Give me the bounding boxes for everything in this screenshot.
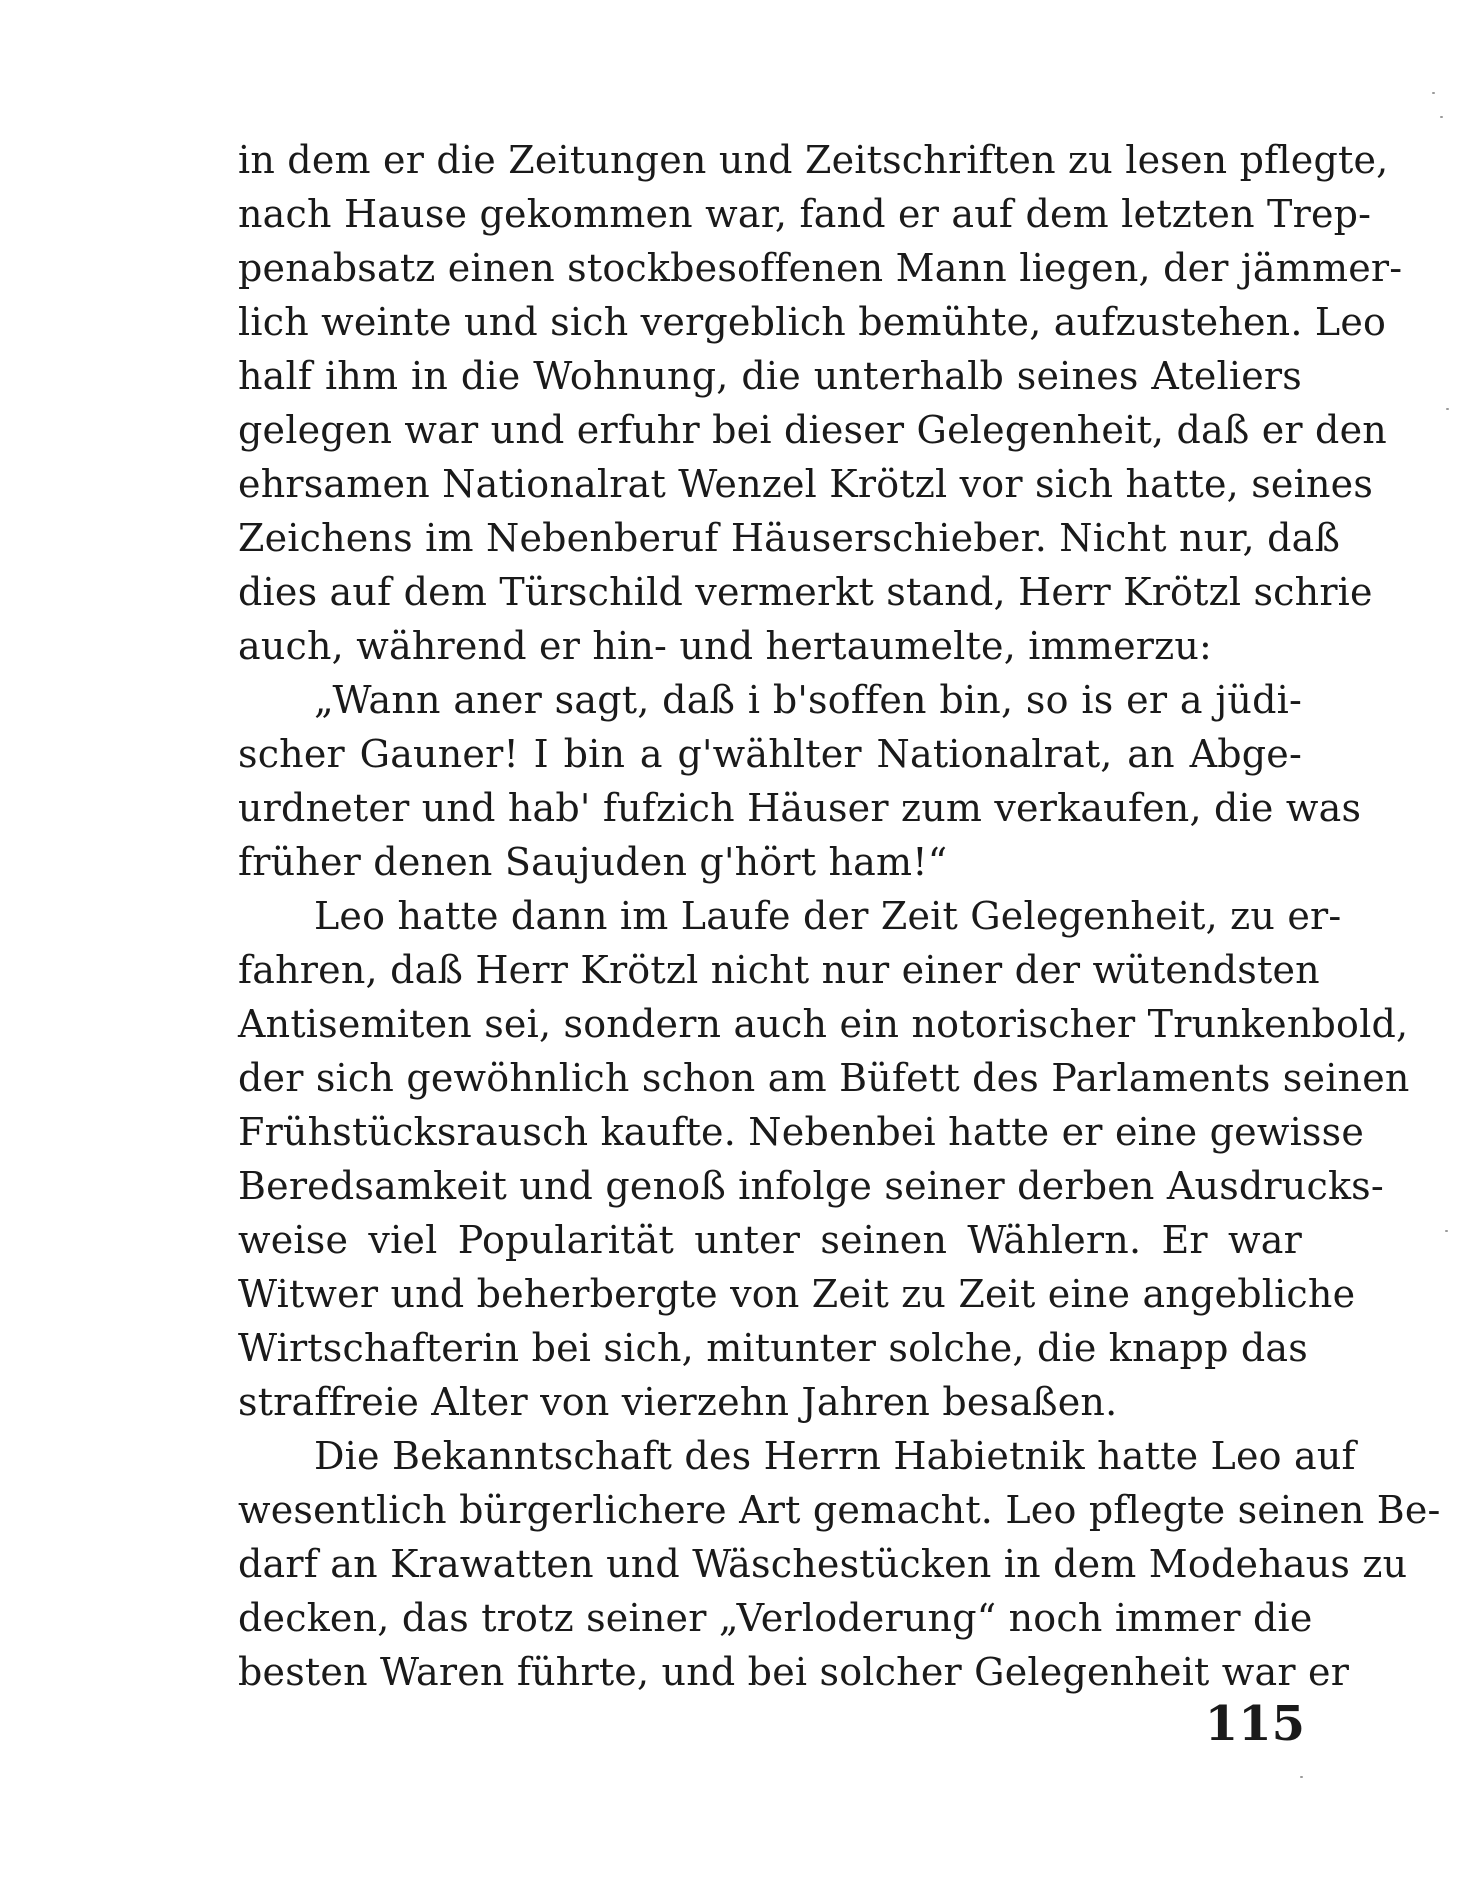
text-line: „Wann aner sagt, daß i b'soffen bin, so is er a jüdi-	[314, 678, 1302, 722]
text-line: Leo hatte dann im Laufe der Zeit Gelegenheit, zu er-	[314, 894, 1342, 938]
scan-speck	[1440, 116, 1443, 118]
text-line: half ihm in die Wohnung, die unterhalb seines Ateliers	[238, 354, 1302, 398]
text-line: decken, das trotz seiner „Verloderung“ noch immer die	[238, 1596, 1313, 1640]
text-line: Zeichens im Nebenberuf Häuserschieber. Nicht nur, daß	[238, 516, 1341, 560]
text-line: nach Hause gekommen war, fand er auf dem letzten Trep-	[238, 192, 1372, 236]
paragraph	[238, 673, 1362, 889]
text-line: urdneter und hab' fufzich Häuser zum verkaufen, die was	[238, 786, 1362, 830]
text-line: Wirtschafterin bei sich, mitunter solche, die knapp das	[238, 1326, 1308, 1370]
text-line: früher denen Saujuden g'hört ham!“	[238, 840, 948, 884]
text-line: wesentlich bürgerlichere Art gemacht. Leo pflegte seinen Be-	[238, 1488, 1441, 1532]
scan-speck	[1300, 1776, 1303, 1778]
scan-speck	[1446, 408, 1449, 410]
text-line: auch, während er hin- und hertaumelte, immerzu:	[238, 624, 1213, 668]
text-line: der sich gewöhnlich schon am Büfett des Parlaments seinen	[238, 1056, 1410, 1100]
text-line: fahren, daß Herr Krötzl nicht nur einer der wütendsten	[238, 948, 1320, 992]
scan-speck	[1445, 1230, 1448, 1232]
text-line: gelegen war und erfuhr bei dieser Gelegenheit, daß er den	[238, 408, 1387, 452]
text-line: Witwer und beherbergte von Zeit zu Zeit eine angebliche	[238, 1272, 1356, 1316]
text-line: scher Gauner! I bin a g'wählter Nationalrat, an Abge-	[238, 732, 1302, 776]
text-line: lich weinte und sich vergeblich bemühte, aufzustehen. Leo	[238, 300, 1387, 344]
page-number: 115	[1204, 1696, 1305, 1752]
scan-speck	[1432, 92, 1435, 94]
text-line: besten Waren führte, und bei solcher Gelegenheit war er	[238, 1650, 1350, 1694]
text-line: Antisemiten sei, sondern auch ein notorischer Trunkenbold,	[238, 1002, 1409, 1046]
text-line: straffreie Alter von vierzehn Jahren besaßen.	[238, 1380, 1118, 1424]
text-line: Die Bekanntschaft des Herrn Habietnik hatte Leo auf	[314, 1434, 1356, 1478]
paragraph	[238, 133, 1403, 673]
paragraph	[238, 889, 1410, 1429]
text-line: weise viel Popularität unter seinen Wählern. Er war	[238, 1218, 1302, 1262]
text-line: ehrsamen Nationalrat Wenzel Krötzl vor sich hatte, seines	[238, 462, 1374, 506]
text-line: in dem er die Zeitungen und Zeitschriften zu lesen pflegte,	[238, 138, 1389, 182]
body-text	[238, 133, 1441, 1699]
paragraph	[238, 1429, 1441, 1699]
text-line: penabsatz einen stockbesoffenen Mann liegen, der jämmer-	[238, 246, 1403, 290]
text-line: Beredsamkeit und genoß infolge seiner derben Ausdrucks-	[238, 1164, 1384, 1208]
text-line: dies auf dem Türschild vermerkt stand, Herr Krötzl schrie	[238, 570, 1373, 614]
text-line: Frühstücksrausch kaufte. Nebenbei hatte er eine gewisse	[238, 1110, 1365, 1154]
text-line: darf an Krawatten und Wäschestücken in dem Modehaus zu	[238, 1542, 1408, 1586]
